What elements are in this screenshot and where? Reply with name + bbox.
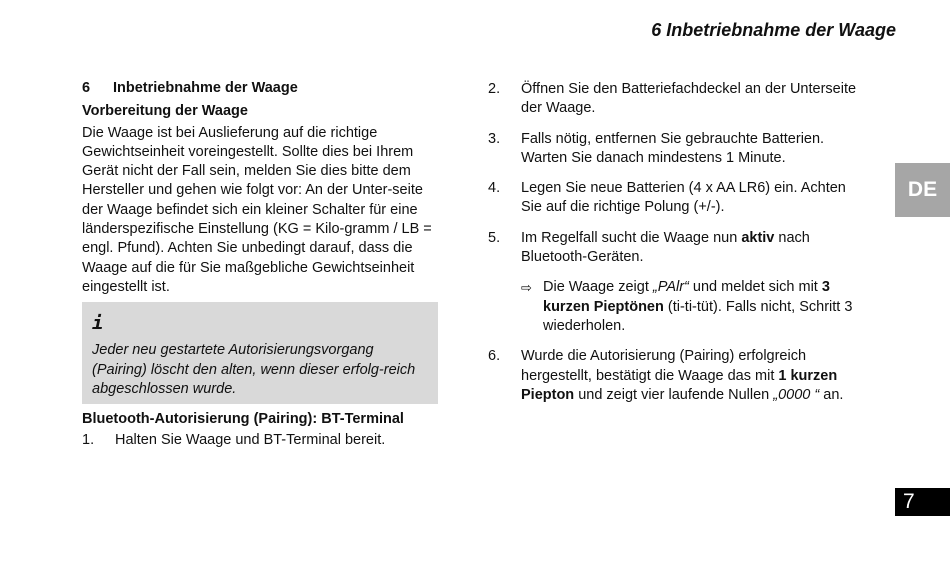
result-text bbox=[543, 278, 858, 336]
result-text-part: (ti-ti-tüt). Falls nicht, Schritt 3 wiederholen. bbox=[543, 298, 853, 334]
language-tab: DE bbox=[895, 163, 950, 217]
step-text: Halten Sie Waage und BT-Terminal bereit. bbox=[115, 432, 386, 449]
list-item-step-3 bbox=[488, 130, 858, 169]
list-item-step-1 bbox=[82, 431, 438, 450]
display-code: „PAlr“ bbox=[652, 279, 689, 296]
paragraph-preparation: Die Waage ist bei Auslieferung auf die richtige Gewichtseinheit voreingestellt. Sollte dies bei Ihrem Gerät nicht der Fall sein, melden Sie dies bitte dem Hersteller und gehen wie folgt vor: An der Unter-seite der Waage befindet sich ein kleiner Schalter für eine länderspezifische Einstellung (KG = Kilo-gramm / LB = engl. Pfund). Achten Sie unbedingt darauf, dass die Waage auf die für Sie maßgebliche Gewichtseinheit eingestellt ist. bbox=[82, 124, 432, 295]
right-column bbox=[488, 80, 858, 416]
step-number: 2. bbox=[488, 81, 501, 97]
step-text-part: Wurde die Autorisierung (Pairing) erfolgreich hergestellt, bestätigt die Waage das mit bbox=[521, 348, 807, 384]
step-text-emphasis: aktiv bbox=[741, 229, 775, 246]
step-text-part: Im Regelfall sucht die Waage nun bbox=[521, 229, 742, 246]
running-head-title: 6 Inbetriebnahme der Waage bbox=[651, 20, 896, 40]
section-number: 6 bbox=[82, 80, 91, 96]
step-text bbox=[521, 347, 858, 405]
step-text bbox=[521, 229, 858, 268]
step-text: Falls nötig, entfernen Sie gebrauchte Batterien. Warten Sie danach mindestens 1 Minute. bbox=[521, 130, 825, 166]
result-text-part: und meldet sich mit bbox=[688, 279, 822, 296]
page-number: 7 bbox=[895, 488, 950, 516]
info-note-box bbox=[82, 302, 438, 404]
result-text-part: Die Waage zeigt bbox=[543, 279, 653, 296]
info-note-text: Jeder neu gestartete Autorisierungsvorgang (Pairing) löscht den alten, wenn dieser erfolg-reich abgeschlossen wurde. bbox=[92, 342, 416, 397]
step-text-emphasis: 1 kurzen Piepton bbox=[521, 367, 838, 403]
list-item-step-4 bbox=[488, 179, 858, 218]
info-icon: i bbox=[92, 312, 104, 335]
subheading-preparation: Vorbereitung der Waage bbox=[82, 103, 248, 120]
step-text-part: und zeigt vier laufende Nullen bbox=[574, 386, 774, 403]
step-text: Legen Sie neue Batterien (4 x AA LR6) ein. Achten Sie auf die richtige Polung (+/-). bbox=[521, 180, 846, 216]
step-number: 5. bbox=[488, 229, 501, 246]
arrow-right-icon: ⇨ bbox=[521, 280, 532, 296]
step-number: 3. bbox=[488, 130, 501, 147]
step-text-part: an. bbox=[819, 386, 844, 403]
step-number: 4. bbox=[488, 180, 501, 197]
list-item-step-2 bbox=[488, 80, 858, 119]
subheading-pairing: Bluetooth-Autorisierung (Pairing): BT-Terminal bbox=[82, 411, 404, 428]
result-text-emphasis: 3 kurzen Pieptönen bbox=[543, 279, 830, 315]
section-title: Inbetriebnahme der Waage bbox=[113, 80, 298, 96]
section-heading bbox=[82, 79, 438, 98]
step-number: 6. bbox=[488, 348, 501, 365]
step-text-part: nach Bluetooth-Geräten. bbox=[521, 229, 810, 266]
step-number: 1. bbox=[82, 432, 95, 449]
step-text: Öffnen Sie den Batteriefachdeckel an der Unterseite der Waage. bbox=[521, 81, 857, 117]
left-column bbox=[82, 79, 438, 462]
list-item-step-6 bbox=[488, 347, 858, 405]
display-code: „0000 “ bbox=[773, 386, 820, 403]
result-item bbox=[521, 278, 858, 336]
list-item-step-5 bbox=[488, 229, 858, 268]
